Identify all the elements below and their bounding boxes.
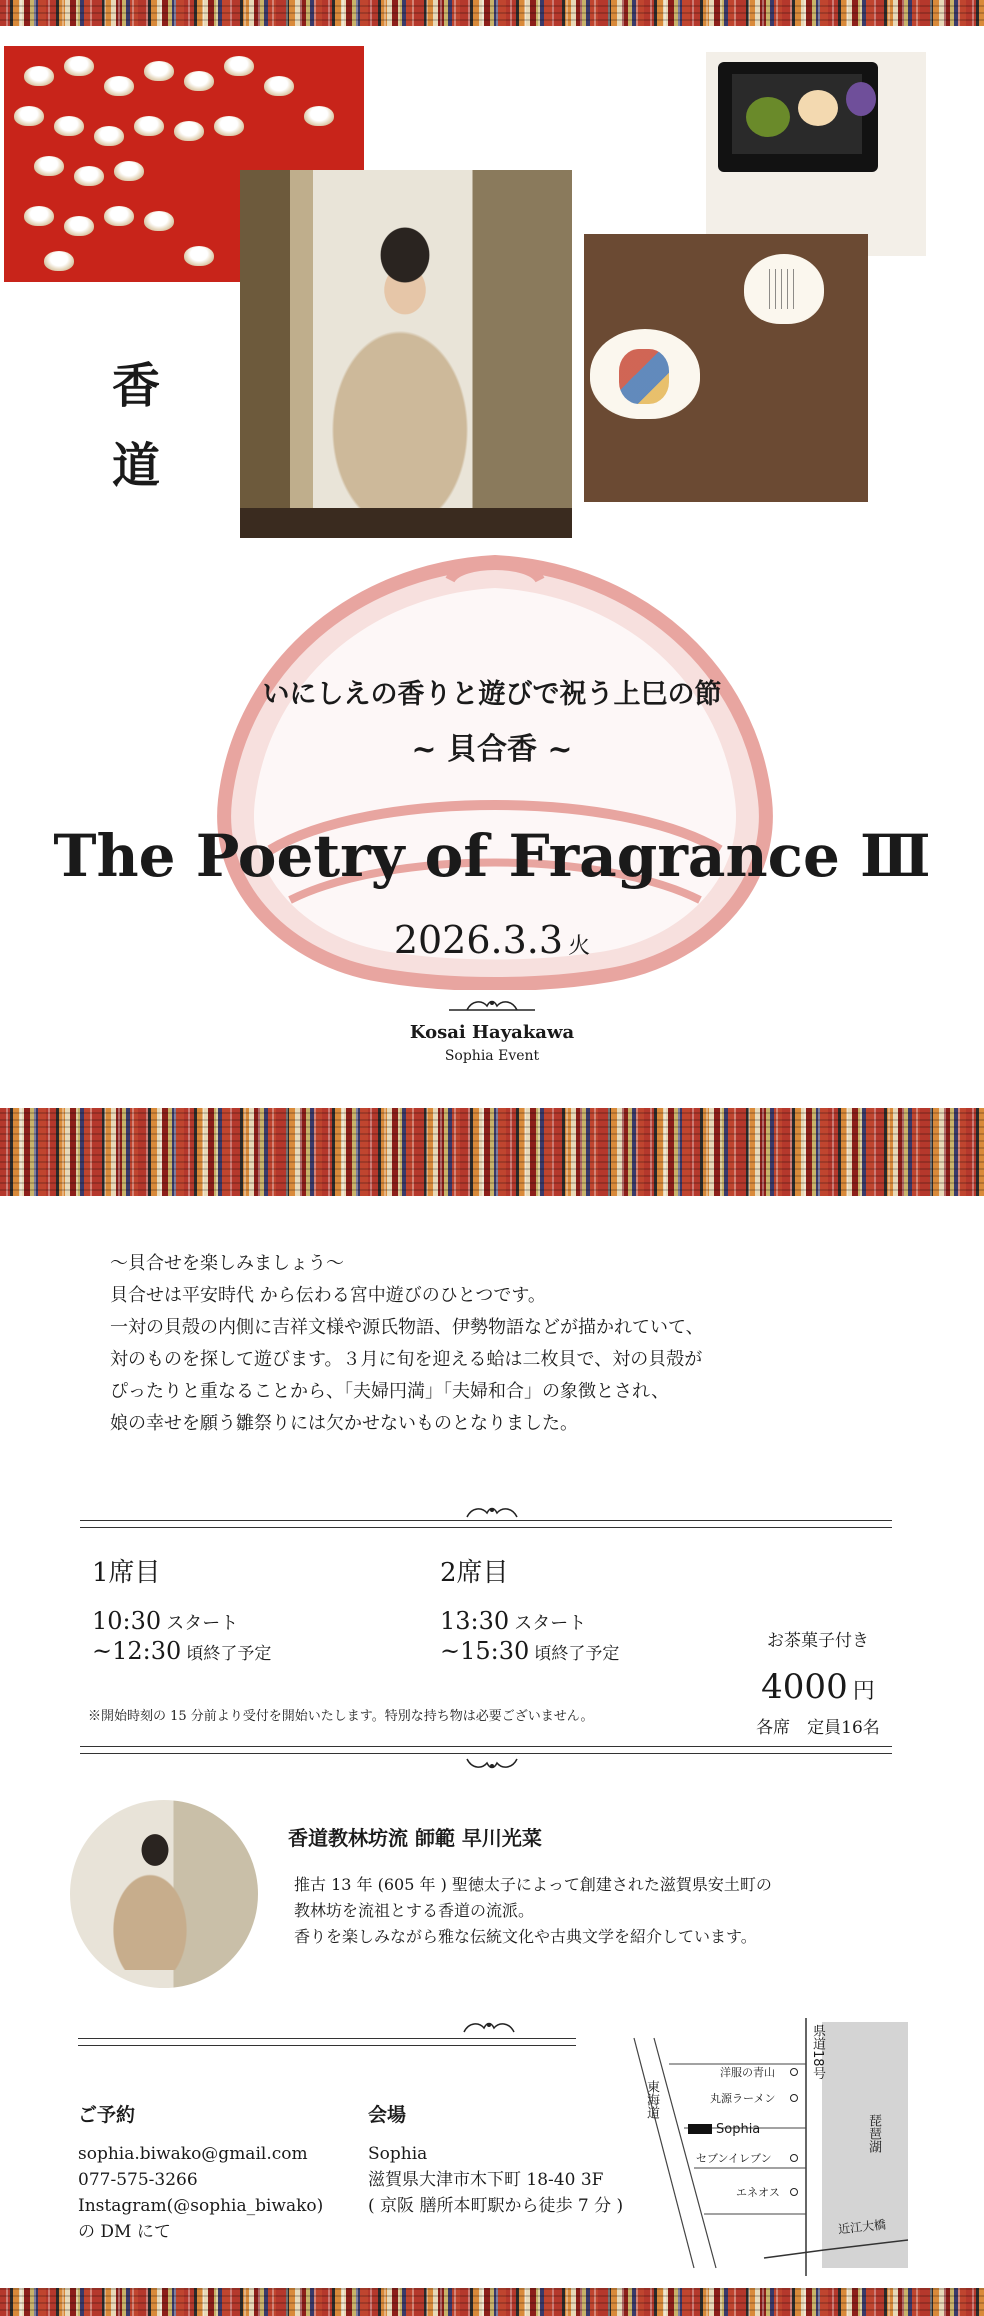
textile-band-bottom xyxy=(0,2288,984,2316)
contact-rule xyxy=(78,2038,576,2046)
teacher-name: 香道教林坊流 師範 早川光菜 xyxy=(288,1826,542,1850)
teacher-bio-line: 推古 13 年 (605 年 ) 聖徳太子によって創建された滋賀県安土町の xyxy=(294,1875,772,1894)
painted-shells-photo xyxy=(584,234,868,502)
session-start: 10:30 xyxy=(92,1607,162,1635)
reservation-instagram[interactable]: Instagram(@sophia_biwako) xyxy=(78,2196,324,2216)
hero-tagline: いにしえの香りと遊びで祝う上巳の節 xyxy=(262,679,722,710)
session-start-suffix: スタート xyxy=(166,1613,239,1634)
session-1 xyxy=(92,1552,271,1665)
intro-line: 貝合せは平安時代 から伝わる宮中遊びのひとつです。 xyxy=(110,1285,546,1306)
host-name: Kosai Hayakawa xyxy=(409,1022,575,1043)
hero-weekday: 火 xyxy=(568,934,591,959)
venue-address: 滋賀県大津市木下町 18-40 3F xyxy=(368,2170,604,2190)
divider-ornament-bottom xyxy=(447,1753,537,1771)
teacher-portrait xyxy=(70,1800,258,1988)
capacity: 各席 定員16名 xyxy=(756,1718,880,1738)
session-end: ~12:30 xyxy=(92,1637,182,1665)
sessions-rule-top xyxy=(80,1520,892,1528)
map-label-lake: 琵琶湖 xyxy=(866,2114,881,2153)
reservation-phone[interactable]: 077-575-3266 xyxy=(78,2170,198,2190)
map-place-eneos: エネオス xyxy=(736,2186,780,2199)
session-end-suffix: 頃終了予定 xyxy=(534,1644,620,1664)
teacher-performing-photo xyxy=(240,170,572,538)
intro-text xyxy=(110,1248,890,1440)
reservation-email[interactable]: sophia.biwako@gmail.com xyxy=(78,2144,308,2164)
pricing-note: お茶菓子付き xyxy=(767,1631,869,1651)
pricing xyxy=(748,1626,888,1738)
access-map xyxy=(624,2018,914,2278)
teacher-bio-line: 教林坊を流祖とする香道の流派。 xyxy=(294,1901,535,1920)
textile-band-middle xyxy=(0,1108,984,1196)
session-start-line xyxy=(440,1607,619,1635)
map-place-aoyama: 洋服の青山 xyxy=(720,2066,775,2079)
session-end-line xyxy=(92,1637,271,1665)
intro-line: 娘の幸せを願う雛祭りには欠かせないものとなりました。 xyxy=(110,1413,578,1434)
price-currency: 円 xyxy=(852,1679,875,1704)
hero-title: The Poetry of Fragrance Ⅲ xyxy=(53,822,931,890)
kanji-title-1: 香 xyxy=(112,358,161,414)
map-label-bridge: 近江大橋 xyxy=(837,2217,887,2237)
sweets-box-photo xyxy=(706,52,926,256)
reservation-dm-note: の DM にて xyxy=(78,2222,171,2242)
map-label-tokaido: 東海道 xyxy=(644,2080,659,2119)
session-end-suffix: 頃終了予定 xyxy=(186,1644,272,1664)
session-start: 13:30 xyxy=(440,1607,510,1635)
session-label: 1席目 xyxy=(92,1558,161,1588)
price: 4000 xyxy=(761,1667,848,1707)
hero-subtitle: ~ 貝合香 ~ xyxy=(411,732,573,767)
session-start-line xyxy=(92,1607,271,1635)
venue-heading: 会場 xyxy=(368,2104,407,2126)
intro-line: 一対の貝殻の内側に吉祥文様や源氏物語、伊勢物語などが描かれていて、 xyxy=(110,1317,704,1338)
kanji-title-2: 道 xyxy=(112,438,161,494)
teacher-bio xyxy=(294,1872,772,1950)
session-label: 2席目 xyxy=(440,1558,509,1588)
intro-line: 対のものを探して遊びます。３月に旬を迎える蛤は二枚貝で、対の貝殻が xyxy=(110,1349,703,1370)
map-place-sophia: Sophia xyxy=(716,2122,761,2137)
intro-line: ～貝合せを楽しみましょう～ xyxy=(110,1253,344,1274)
session-end: ~15:30 xyxy=(440,1637,530,1665)
textile-band-top xyxy=(0,0,984,26)
reservation-block xyxy=(78,2100,323,2245)
teacher-bio-line: 香りを楽しみながら雅な伝統文化や古典文学を紹介しています。 xyxy=(294,1927,757,1946)
hero-ornament xyxy=(447,996,537,1014)
map-place-marugen: 丸源ラーメン xyxy=(710,2092,776,2105)
session-2 xyxy=(440,1552,619,1665)
organizer-name: Sophia Event xyxy=(444,1048,540,1064)
map-label-route18: 県道18号 xyxy=(810,2024,825,2080)
hero-date: 2026.3.3 xyxy=(393,918,564,962)
contact-ornament xyxy=(444,2020,534,2038)
map-place-seven-eleven: セブンイレブン xyxy=(696,2152,772,2165)
hero-date-line xyxy=(0,918,984,962)
venue-access: ( 京阪 膳所本町駅から徒歩 7 分 ) xyxy=(368,2196,624,2216)
price-line xyxy=(748,1667,888,1707)
reservation-heading: ご予約 xyxy=(78,2104,136,2126)
venue-name: Sophia xyxy=(368,2144,428,2164)
intro-line: ぴったりと重なることから、「夫婦円満」「夫婦和合」の象徴とされ、 xyxy=(110,1381,670,1402)
session-end-line xyxy=(440,1637,619,1665)
venue-block xyxy=(368,2100,623,2219)
reception-note: ※開始時刻の 15 分前より受付を開始いたします。特別な持ち物は必要ございません。 xyxy=(88,1709,594,1724)
session-start-suffix: スタート xyxy=(514,1613,587,1634)
